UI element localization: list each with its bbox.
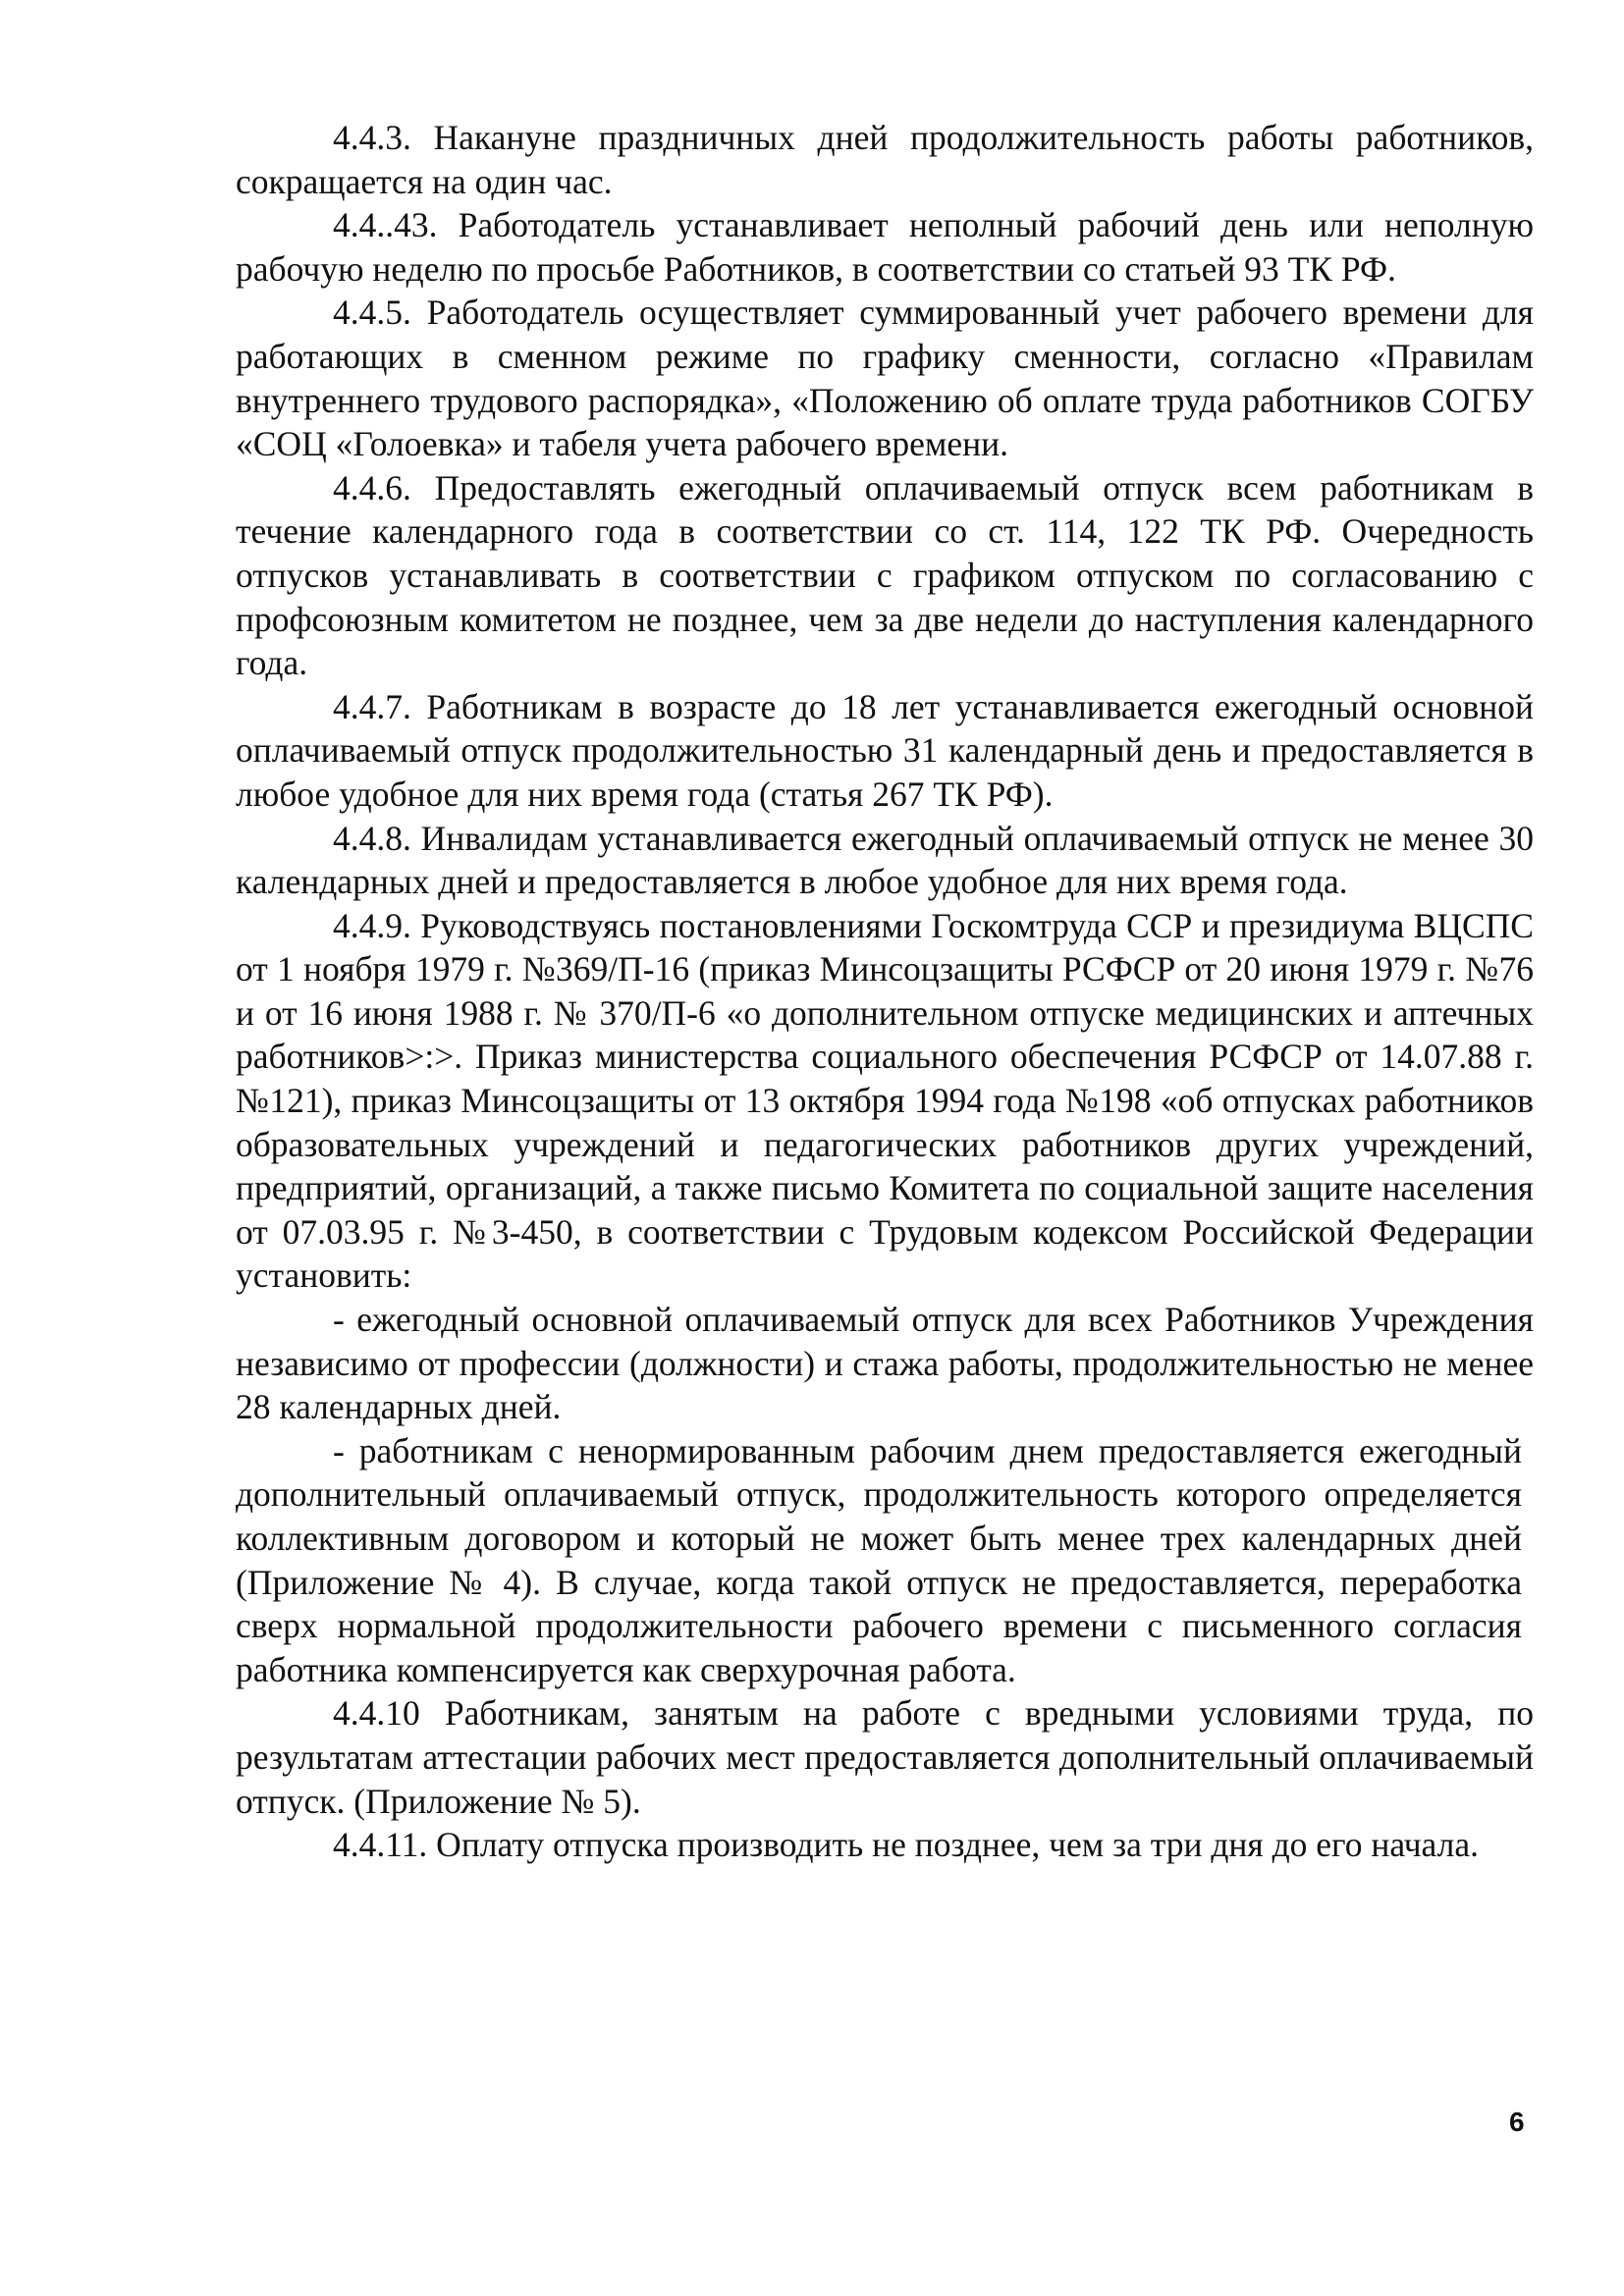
paragraph-annual-leave-item: - ежегодный основной оплачиваемый отпуск для всех Работников Учреждения независимо от профессии (должности) и стажа работы, продолжительностью не менее 28 календарных дней. [236,1300,1534,1427]
paragraph-4-4-4: 4.4..43. Работодатель устанавливает неполный рабочий день или неполную рабочую неделю по просьбе Работников, в соответствии со статьей 93 ТК РФ. [236,205,1534,289]
paragraph-4-4-6: 4.4.6. Предоставлять ежегодный оплачиваемый отпуск всем работникам в течение календарного года в соответствии со ст. 114, 122 ТК РФ. Очередность отпусков устанавливать в соответствии с графиком отпуском по согласованию с профсоюзным комитетом не позднее, чем за две недели до наступления календарного года. [236,467,1534,683]
paragraph-4-4-5: 4.4.5. Работодатель осуществляет суммированный учет рабочего времени для работающих в сменном режиме по графику сменности, согласно «Правилам внутреннего трудового распорядка», «Положению об оплате труда работников СОГБУ «СОЦ «Голоевка» и табеля учета рабочего времени. [236,293,1534,464]
paragraph-4-4-8: 4.4.8. Инвалидам устанавливается ежегодный оплачиваемый отпуск не менее 30 календарных дней и предоставляется в любое удобное для них время года. [236,818,1534,902]
paragraph-4-4-11: 4.4.11. Оплату отпуска производить не позднее, чем за три дня до его начала. [333,1825,1479,1865]
paragraph-4-4-3: 4.4.3. Накануне праздничных дней продолжительность работы работников, сокращается на один час. [236,118,1534,201]
paragraph-irregular-hours-item: - работникам с ненормированным рабочим днем предоставляется ежегодный дополнительный оплачиваемый отпуск, продолжительность которого определяется коллективным договором и который не может быть менее трех календарных дней (Приложение № 4). В случае, когда такой отпуск не предоставляется, переработка сверх нормальной продолжительности рабочего времени с письменного согласия работника компенсируется как сверхурочная работа. [236,1430,1522,1689]
paragraph-4-4-9: 4.4.9. Руководствуясь постановлениями Госкомтруда ССР и президиума ВЦСПС от 1 ноября 1979 г. №369/П-16 (приказ Минсоцзащиты РСФСР от 20 июня 1979 г. №76 и от 16 июня 1988 г. № 370/П-6 «о дополнительном отпуске медицинских и аптечных работников>:>. Приказ министерства социального обеспечения РСФСР от 14.07.88 г. №121), приказ Минсоцзащиты от 13 октября 1994 года №198 «об отпусках работников образовательных учреждений и педагогических работников других учреждений, предприятий, организаций, а также письмо Комитета по социальной защите населения от 07.03.95 г. №3-450, в соответствии с Трудовым кодексом Российской Федерации установить: [236,905,1534,1296]
paragraph-4-4-10: 4.4.10 Работникам, занятым на работе с вредными условиями труда, по результатам аттестации рабочих мест предоставляется дополнительный оплачиваемый отпуск. (Приложение № 5). [236,1693,1534,1821]
paragraph-4-4-7: 4.4.7. Работникам в возрасте до 18 лет устанавливается ежегодный основной оплачиваемый отпуск продолжительностью 31 календарный день и предоставляется в любое удобное для них время года (статья 267 ТК РФ). [236,686,1534,814]
document-body [236,116,1534,1867]
page-number: 6 [1509,2107,1525,2137]
